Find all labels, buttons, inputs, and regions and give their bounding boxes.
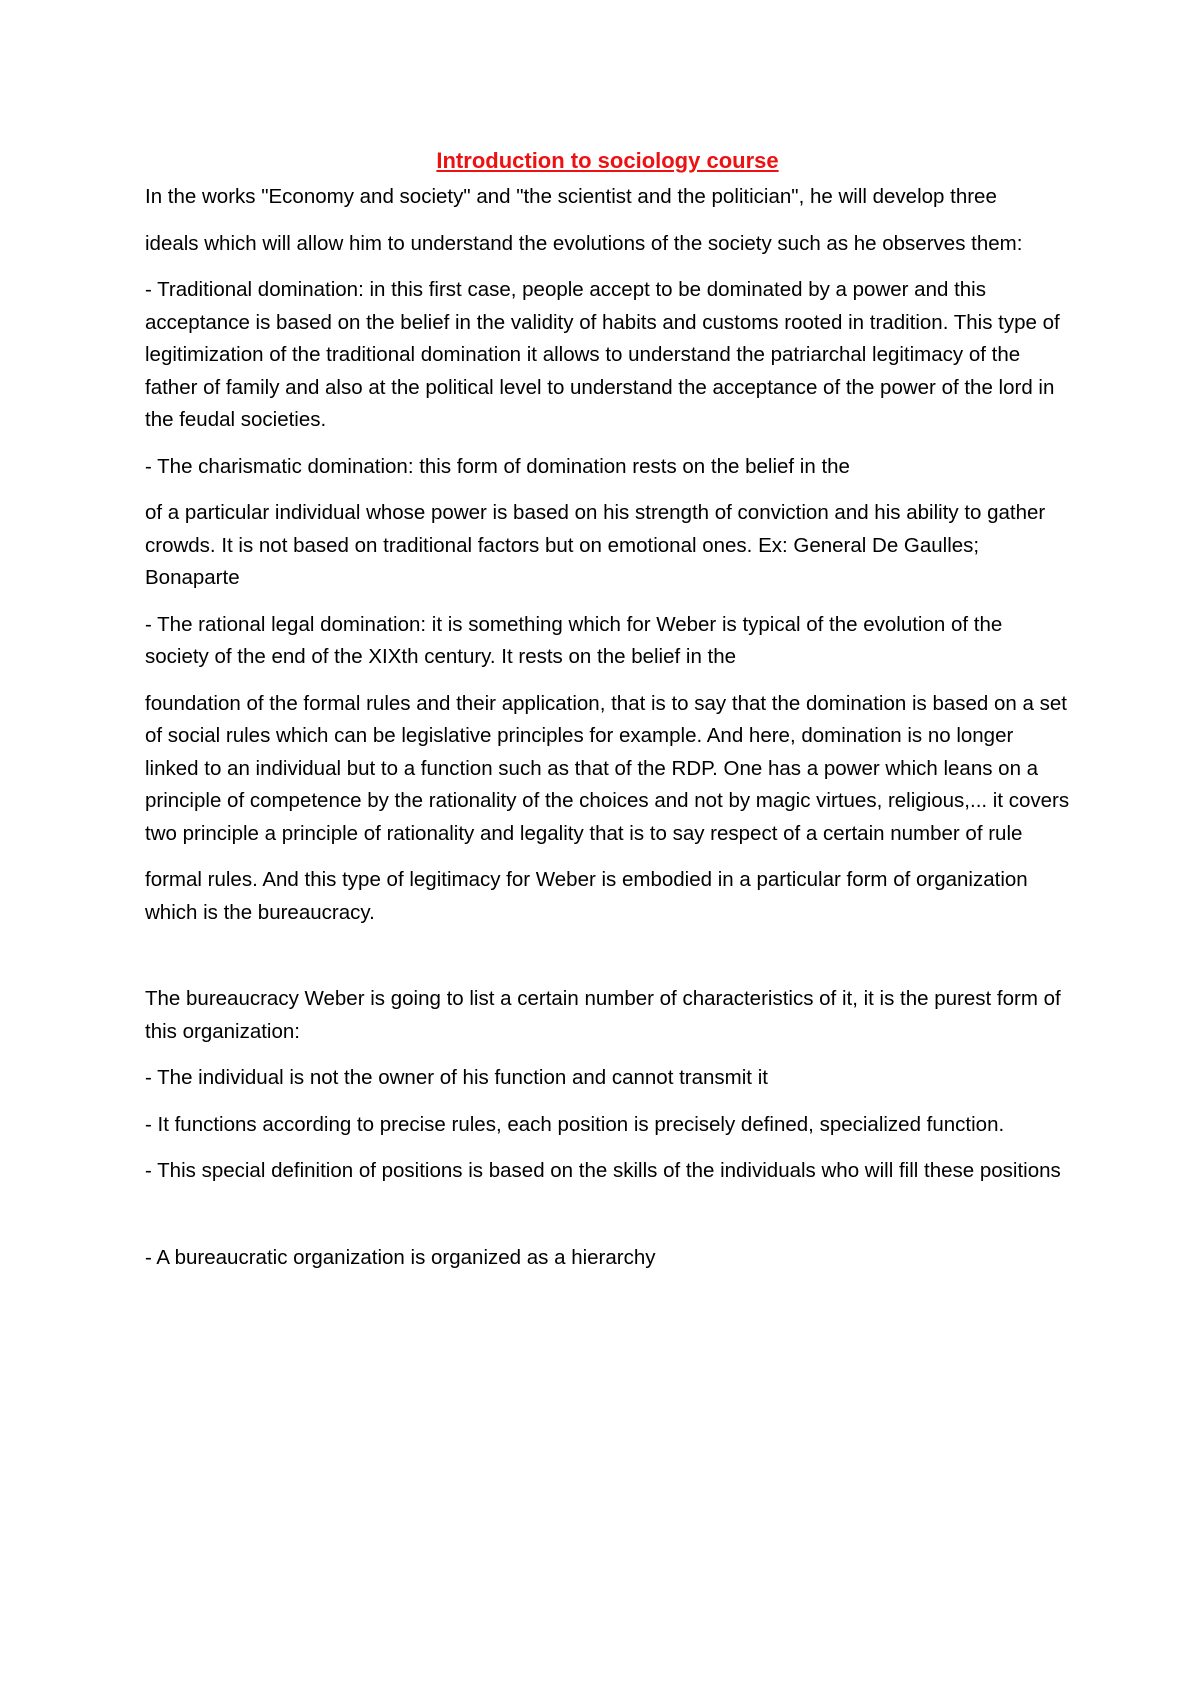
- list-item-skills-definition: - This special definition of positions is based on the skills of the individuals who will fill these positions: [145, 1159, 1061, 1182]
- spacer: [145, 1202, 1070, 1242]
- paragraph-formal-rules-foundation: foundation of the formal rules and their application, that is to say that the domination is based on a set of social rules which can be legislative principles for example. And here, domination is no longer linked to an individual but to a function such as that of the RDP. One has a power which leans on a principle of competence by the rationality of the choices and not by magic virtues, religious,... it covers two principle a principle of rationality and legality that is to say respect of a certain number of rule: [145, 691, 1070, 845]
- spacer: [145, 943, 1070, 983]
- list-item-hierarchy: - A bureaucratic organization is organized as a hierarchy: [145, 1245, 656, 1269]
- document-body: [145, 145, 1070, 1288]
- paragraph-bureaucracy-characteristics: The bureaucracy Weber is going to list a certain number of characteristics of it, it is the purest form of this organization:: [145, 987, 1061, 1043]
- paragraph-rational-legal-domination: - The rational legal domination: it is something which for Weber is typical of the evolution of the society of the end of the XIXth century. It rests on the belief in the: [145, 612, 1003, 668]
- list-item-precise-rules: - It functions according to precise rules, each position is precisely defined, specialized function.: [145, 1112, 1005, 1136]
- document-title: Introduction to sociology course: [436, 148, 779, 173]
- paragraph-charismatic-domination: - The charismatic domination: this form of domination rests on the belief in the: [145, 454, 850, 478]
- paragraph-charismatic-detail: of a particular individual whose power is based on his strength of conviction and his ability to gather crowds. It is not based on traditional factors but on emotional ones. Ex: General De Gaulles; Bonaparte: [145, 501, 1046, 589]
- paragraph-intro: In the works "Economy and society" and "the scientist and the politician", he will develop three: [145, 185, 997, 208]
- paragraph-ideals: ideals which will allow him to understand the evolutions of the society such as he observes them:: [145, 231, 1023, 255]
- list-item-owner-function: - The individual is not the owner of his function and cannot transmit it: [145, 1066, 768, 1089]
- paragraph-traditional-domination: - Traditional domination: in this first case, people accept to be dominated by a power and this acceptance is based on the belief in the validity of habits and customs rooted in tradition. This type of legitimization of the traditional domination it allows to understand the patriarchal legitimacy of the father of family and also at the political level to understand the acceptance of the power of the lord in the feudal societies.: [145, 278, 1060, 431]
- paragraph-bureaucracy-intro: formal rules. And this type of legitimacy for Weber is embodied in a particular form of organization which is the bureaucracy.: [145, 868, 1028, 924]
